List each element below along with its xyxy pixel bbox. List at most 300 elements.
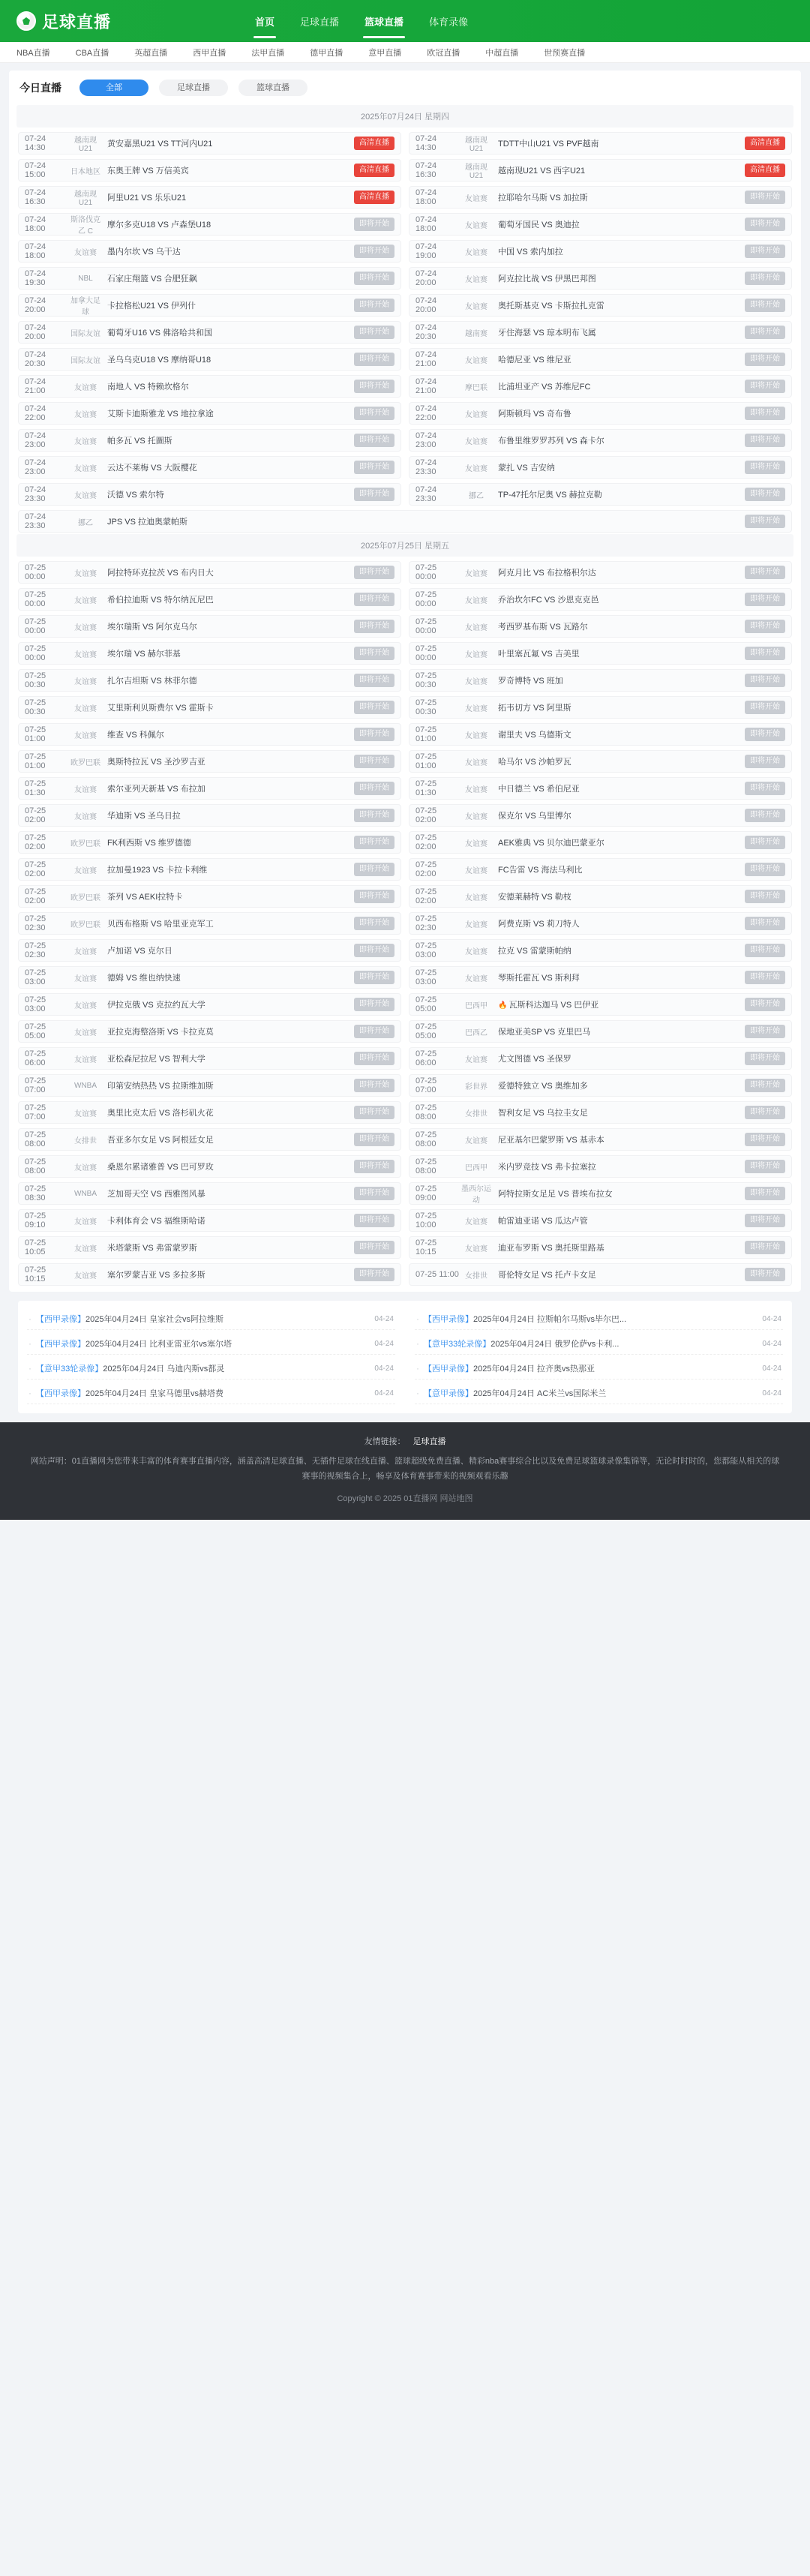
match-teams [494, 1187, 740, 1199]
upcoming-button[interactable]: 即将开始 [745, 272, 785, 285]
match-row[interactable] [409, 750, 792, 773]
upcoming-button[interactable]: 即将开始 [354, 1079, 394, 1092]
list-item[interactable] [415, 1308, 783, 1330]
match-row[interactable] [409, 348, 792, 371]
match-row[interactable] [409, 912, 792, 935]
bullet-icon: · [28, 1314, 32, 1324]
match-teams-text: 卢加诺 VS 克尔日 [107, 947, 172, 956]
match-row[interactable] [409, 696, 792, 719]
match-teams-text: 阿克拉比战 VS 伊黑巴邦图 [498, 275, 596, 284]
match-time: 07-25 05:00 [416, 1022, 437, 1040]
upcoming-button[interactable]: 即将开始 [745, 998, 785, 1011]
match-teams [494, 863, 740, 875]
match-league: 日本地区 [70, 167, 100, 176]
match-row[interactable] [409, 615, 792, 638]
match-teams [494, 353, 740, 365]
match-time: 07-25 10:15 [416, 1238, 437, 1256]
match-row[interactable] [409, 186, 792, 209]
match-teams-text: 拓韦切方 VS 阿里斯 [498, 704, 572, 713]
match-row[interactable] [409, 669, 792, 692]
upcoming-button[interactable]: 即将开始 [745, 299, 785, 312]
upcoming-button[interactable]: 即将开始 [745, 380, 785, 393]
subnav-item-seriea[interactable]: 意甲直播 [368, 48, 402, 58]
match-row[interactable] [18, 267, 401, 290]
match-teams [494, 380, 740, 392]
news-tag: 【西甲录像】 [36, 1389, 86, 1398]
match-row[interactable] [18, 858, 401, 881]
match-row[interactable] [18, 456, 401, 479]
match-league: 友谊赛 [74, 248, 97, 257]
upcoming-button[interactable]: 即将开始 [745, 434, 785, 447]
watch-live-button[interactable]: 高清直播 [354, 191, 394, 204]
match-row[interactable] [18, 804, 401, 827]
match-row[interactable] [409, 1236, 792, 1259]
upcoming-button[interactable]: 即将开始 [354, 1241, 394, 1254]
match-teams-text: 保地亚美SP VS 克里巴马 [498, 1028, 591, 1037]
match-row[interactable] [409, 213, 792, 236]
subnav-item-wcq[interactable]: 世预赛直播 [544, 48, 586, 58]
upcoming-button[interactable]: 即将开始 [745, 353, 785, 366]
news-tag: 【西甲录像】 [36, 1315, 86, 1324]
upcoming-button[interactable]: 即将开始 [745, 890, 785, 903]
match-row[interactable] [409, 993, 792, 1016]
list-item[interactable] [415, 1358, 783, 1380]
upcoming-button[interactable]: 即将开始 [745, 1187, 785, 1200]
upcoming-button[interactable]: 即将开始 [354, 245, 394, 258]
upcoming-button[interactable]: 即将开始 [354, 971, 394, 984]
upcoming-button[interactable]: 即将开始 [745, 1079, 785, 1092]
upcoming-button[interactable]: 即将开始 [354, 728, 394, 741]
match-row[interactable] [18, 240, 401, 263]
watch-live-button[interactable]: 高清直播 [745, 164, 785, 177]
upcoming-button[interactable]: 即将开始 [354, 566, 394, 579]
match-row[interactable] [18, 348, 401, 371]
match-time: 07-25 08:00 [416, 1130, 437, 1148]
upcoming-button[interactable]: 即将开始 [745, 1268, 785, 1281]
upcoming-button[interactable]: 即将开始 [354, 488, 394, 501]
upcoming-button[interactable]: 即将开始 [745, 728, 785, 741]
match-time: 07-25 01:00 [25, 725, 46, 743]
upcoming-button[interactable]: 即将开始 [354, 218, 394, 231]
match-row[interactable] [409, 267, 792, 290]
match-league: 友谊赛 [74, 1244, 97, 1253]
match-row[interactable] [409, 321, 792, 344]
upcoming-button[interactable]: 即将开始 [354, 461, 394, 474]
upcoming-button[interactable]: 即将开始 [354, 917, 394, 930]
match-row[interactable] [18, 1209, 401, 1232]
nav-item-basketball[interactable]: 篮球直播 [363, 11, 405, 32]
match-row[interactable] [18, 375, 401, 398]
match-row[interactable] [18, 1236, 401, 1259]
news-text: 2025年04月24日 皇家社会vs阿拉维斯 [86, 1315, 224, 1324]
bullet-icon: · [28, 1338, 32, 1349]
match-row[interactable] [409, 1209, 792, 1232]
upcoming-button[interactable]: 即将开始 [745, 191, 785, 204]
date-divider: 2025年07月24日 星期四 [16, 105, 794, 128]
upcoming-button[interactable]: 即将开始 [745, 461, 785, 474]
match-teams-text: 东奥王牌 VS 万信美宾 [107, 167, 189, 176]
match-row[interactable] [409, 858, 792, 881]
filter-group [80, 80, 308, 96]
list-item[interactable] [415, 1383, 783, 1404]
match-row[interactable] [18, 669, 401, 692]
subnav-item-ligue1[interactable]: 法甲直播 [251, 48, 285, 58]
match-teams-text: 圣乌乌克U18 VS 摩纳哥U18 [107, 356, 212, 365]
upcoming-button[interactable]: 即将开始 [745, 1160, 785, 1173]
upcoming-button[interactable]: 即将开始 [745, 647, 785, 660]
upcoming-button[interactable]: 即将开始 [354, 1106, 394, 1119]
match-row[interactable] [18, 831, 401, 854]
match-teams-text: 保克尔 VS 乌里博尔 [498, 812, 572, 821]
match-row[interactable] [409, 1020, 792, 1043]
match-time: 07-25 00:00 [416, 617, 437, 635]
upcoming-button[interactable]: 即将开始 [745, 782, 785, 795]
match-teams-text: 越南现U21 VS 西字U21 [498, 167, 586, 176]
match-teams [494, 647, 740, 659]
match-row[interactable] [18, 642, 401, 665]
upcoming-button[interactable]: 即将开始 [745, 809, 785, 822]
upcoming-button[interactable]: 即将开始 [745, 1241, 785, 1254]
upcoming-button[interactable]: 即将开始 [354, 272, 394, 285]
news-title [424, 1362, 756, 1374]
match-teams-text: 埃尔瑞 VS 赫尔菲基 [107, 650, 181, 659]
match-time: 07-25 02:00 [416, 833, 437, 851]
match-league: 友谊赛 [74, 947, 97, 956]
match-league: 女排世 [74, 1136, 97, 1145]
match-row[interactable] [18, 321, 401, 344]
match-league: 友谊赛 [74, 569, 97, 578]
match-row[interactable] [409, 1047, 792, 1070]
match-time: 07-25 03:00 [25, 968, 46, 986]
match-row[interactable] [18, 885, 401, 908]
match-teams-text: TDTT中山U21 VS PVF越南 [498, 140, 599, 149]
subnav-item-nba[interactable]: NBA直播 [16, 48, 50, 58]
match-time: 07-25 08:00 [25, 1130, 46, 1148]
watch-live-button[interactable]: 高清直播 [354, 164, 394, 177]
upcoming-button[interactable]: 即将开始 [745, 944, 785, 957]
news-title [36, 1387, 368, 1399]
match-row[interactable] [18, 777, 401, 800]
footer-disclaimer: 网站声明：01直播网为您带来丰富的体育赛事直播内容，涵盖高清足球直播、无插件足球在线直播、篮球超级免费直播、精彩nba赛事综合比以及免费足球篮球录像集锦等，无论时时时的，您都能从相关的球赛事的视频集合上，畅享及体育赛事带来的视频观看乐趣 [30, 1457, 780, 1481]
match-teams-text: FC告雷 VS 海法马利比 [498, 866, 583, 875]
match-teams [494, 407, 740, 419]
match-league: 友谊赛 [74, 623, 97, 632]
subnav-item-epl[interactable]: 英超直播 [134, 48, 168, 58]
upcoming-button[interactable]: 即将开始 [354, 620, 394, 633]
upcoming-button[interactable]: 即将开始 [745, 836, 785, 849]
upcoming-button[interactable]: 即将开始 [354, 407, 394, 420]
upcoming-button[interactable]: 即将开始 [354, 353, 394, 366]
match-teams-text: 黄安嘉黑U21 VS TT河内U21 [107, 140, 213, 149]
news-date: 04-24 [762, 1389, 782, 1398]
match-row[interactable] [18, 213, 401, 236]
match-time: 07-25 00:00 [25, 644, 46, 662]
match-row[interactable] [409, 456, 792, 479]
upcoming-button[interactable]: 即将开始 [745, 701, 785, 714]
match-teams-text: 尤文图德 VS 圣保罗 [498, 1055, 572, 1064]
match-row[interactable] [18, 483, 401, 506]
upcoming-button[interactable]: 即将开始 [745, 1025, 785, 1038]
news-tag: 【意甲33轮录像】 [36, 1365, 104, 1374]
match-time: 07-24 23:30 [416, 458, 437, 476]
upcoming-button[interactable]: 即将开始 [745, 515, 785, 528]
match-league: 越南现U21 [74, 137, 97, 153]
upcoming-button[interactable]: 即将开始 [354, 1025, 394, 1038]
upcoming-button[interactable]: 即将开始 [354, 674, 394, 687]
match-league: 友谊赛 [465, 866, 488, 875]
match-row[interactable] [18, 1128, 401, 1151]
match-time: 07-25 02:30 [416, 914, 437, 932]
match-teams [103, 566, 350, 578]
upcoming-button[interactable]: 即将开始 [354, 863, 394, 876]
match-teams-text: 哈德尼亚 VS 维尼亚 [498, 356, 572, 365]
upcoming-button[interactable]: 即将开始 [745, 755, 785, 768]
match-row[interactable] [18, 1263, 401, 1286]
match-league: 越南现U21 [465, 164, 488, 180]
match-row[interactable] [409, 642, 792, 665]
news-date: 04-24 [374, 1339, 394, 1348]
match-teams [494, 890, 740, 902]
match-row[interactable] [409, 294, 792, 317]
upcoming-button[interactable]: 即将开始 [354, 1052, 394, 1065]
match-row[interactable] [18, 1074, 401, 1097]
watch-live-button[interactable]: 高清直播 [745, 137, 785, 150]
match-time: 07-24 21:00 [416, 350, 437, 368]
bullet-icon: · [416, 1314, 419, 1324]
match-league: 友谊赛 [465, 785, 488, 794]
match-row[interactable] [409, 1155, 792, 1178]
match-time: 07-24 23:00 [25, 458, 46, 476]
match-league: 巴西甲 [465, 1163, 488, 1172]
match-row[interactable] [18, 966, 401, 989]
match-row[interactable] [18, 1182, 401, 1205]
match-time: 07-25 08:00 [416, 1157, 437, 1175]
upcoming-button[interactable]: 即将开始 [354, 809, 394, 822]
match-teams-text: 琴斯托霍瓦 VS 斯利拜 [498, 974, 580, 983]
match-league: 友谊赛 [74, 866, 97, 875]
match-time: 07-25 00:30 [416, 698, 437, 716]
match-row[interactable] [409, 483, 792, 506]
filter-basketball[interactable]: 篮球直播 [238, 80, 308, 96]
match-row[interactable] [18, 615, 401, 638]
match-row[interactable] [18, 159, 401, 182]
match-teams [494, 971, 740, 983]
match-teams-text: 塞尔罗蒙吉亚 VS 多拉多斯 [107, 1271, 206, 1280]
upcoming-button[interactable]: 即将开始 [745, 1052, 785, 1065]
upcoming-button[interactable]: 即将开始 [745, 245, 785, 258]
upcoming-button[interactable]: 即将开始 [745, 620, 785, 633]
match-teams [103, 1160, 350, 1172]
match-row[interactable] [409, 240, 792, 263]
match-teams-text: 希伯拉迪斯 VS 特尔纳瓦尼巴 [107, 596, 214, 605]
match-row[interactable] [18, 294, 401, 317]
upcoming-button[interactable]: 即将开始 [745, 218, 785, 231]
nav-item-home[interactable]: 首页 [254, 11, 276, 32]
match-row[interactable] [18, 186, 401, 209]
upcoming-button[interactable]: 即将开始 [745, 488, 785, 501]
match-row[interactable] [18, 1101, 401, 1124]
match-row[interactable] [18, 429, 401, 452]
match-row[interactable] [409, 939, 792, 962]
bullet-icon: · [416, 1363, 419, 1374]
upcoming-button[interactable]: 即将开始 [745, 1133, 785, 1146]
upcoming-button[interactable]: 即将开始 [354, 1214, 394, 1227]
match-teams-text: 德姆 VS 维也纳快速 [107, 974, 181, 983]
upcoming-button[interactable]: 即将开始 [354, 380, 394, 393]
match-row[interactable] [409, 1263, 792, 1286]
match-teams [494, 1079, 740, 1091]
match-teams [494, 998, 740, 1010]
match-row[interactable] [409, 1101, 792, 1124]
upcoming-button[interactable]: 即将开始 [354, 755, 394, 768]
upcoming-button[interactable]: 即将开始 [354, 1187, 394, 1200]
match-row[interactable] [18, 561, 401, 584]
upcoming-button[interactable]: 即将开始 [354, 890, 394, 903]
subnav-item-cba[interactable]: CBA直播 [75, 48, 110, 58]
match-row[interactable] [409, 429, 792, 452]
match-row[interactable] [409, 777, 792, 800]
match-row[interactable] [18, 402, 401, 425]
upcoming-button[interactable]: 即将开始 [745, 917, 785, 930]
match-time: 07-25 05:00 [416, 995, 437, 1013]
match-row[interactable] [409, 132, 792, 155]
filter-all[interactable]: 全部 [80, 80, 148, 96]
upcoming-button[interactable]: 即将开始 [354, 1160, 394, 1173]
match-time: 07-25 00:30 [416, 671, 437, 689]
subnav-item-bundesliga[interactable]: 德甲直播 [310, 48, 344, 58]
match-league: 友谊赛 [465, 947, 488, 956]
main-nav [254, 11, 470, 32]
match-teams [103, 1241, 350, 1253]
match-row[interactable] [18, 510, 792, 533]
match-row[interactable] [18, 696, 401, 719]
upcoming-button[interactable]: 即将开始 [354, 326, 394, 339]
match-row[interactable] [18, 1020, 401, 1043]
match-time: 07-24 22:00 [25, 404, 46, 422]
upcoming-button[interactable]: 即将开始 [354, 701, 394, 714]
list-item[interactable] [27, 1358, 395, 1380]
upcoming-button[interactable]: 即将开始 [354, 944, 394, 957]
news-date: 04-24 [374, 1389, 394, 1398]
match-teams [103, 782, 350, 794]
match-teams [494, 272, 740, 284]
upcoming-button[interactable]: 即将开始 [745, 593, 785, 606]
match-teams-text: 南地人 VS 特赖坎格尔 [107, 383, 189, 392]
match-league: 友谊赛 [465, 1055, 488, 1064]
upcoming-button[interactable]: 即将开始 [745, 566, 785, 579]
list-item[interactable] [27, 1333, 395, 1355]
upcoming-button[interactable]: 即将开始 [354, 299, 394, 312]
match-row[interactable] [409, 885, 792, 908]
match-league: 越南赛 [465, 329, 488, 338]
match-league: 友谊赛 [74, 1271, 97, 1280]
match-league: 斯洛伐克乙 C [70, 216, 100, 236]
list-item[interactable] [415, 1333, 783, 1355]
match-teams [103, 647, 350, 659]
match-row[interactable] [409, 402, 792, 425]
site-logo[interactable] [16, 10, 111, 33]
news-title [424, 1387, 756, 1399]
upcoming-button[interactable]: 即将开始 [745, 863, 785, 876]
match-teams-text: 拉加曼1923 VS 卡拉卡利维 [107, 866, 208, 875]
match-league: 友谊赛 [465, 194, 488, 203]
upcoming-button[interactable]: 即将开始 [354, 998, 394, 1011]
match-row[interactable] [18, 750, 401, 773]
upcoming-button[interactable]: 即将开始 [745, 407, 785, 420]
upcoming-button[interactable]: 即将开始 [354, 647, 394, 660]
match-time: 07-25 01:00 [416, 725, 437, 743]
match-teams [103, 488, 350, 500]
list-item[interactable] [27, 1308, 395, 1330]
match-teams-text: 奥里比克太后 VS 洛杉矶火花 [107, 1109, 214, 1118]
match-row[interactable] [18, 132, 401, 155]
match-teams [103, 917, 350, 929]
filter-football[interactable]: 足球直播 [159, 80, 228, 96]
upcoming-button[interactable]: 即将开始 [354, 1268, 394, 1281]
news-text: 2025年04月24日 拉齐奥vs热那亚 [473, 1365, 595, 1374]
subnav-item-csl[interactable]: 中超直播 [485, 48, 519, 58]
upcoming-button[interactable]: 即将开始 [354, 434, 394, 447]
upcoming-button[interactable]: 即将开始 [745, 971, 785, 984]
match-teams-text: 墨内尔坎 VS 乌干达 [107, 248, 181, 257]
upcoming-button[interactable]: 即将开始 [745, 326, 785, 339]
match-row[interactable] [409, 375, 792, 398]
match-teams-text: 卡利体育会 VS 福维斯哈诺 [107, 1217, 206, 1226]
match-row[interactable] [409, 1182, 792, 1205]
upcoming-button[interactable]: 即将开始 [354, 836, 394, 849]
match-row[interactable] [409, 804, 792, 827]
match-row[interactable] [18, 1047, 401, 1070]
match-time: 07-25 06:00 [25, 1049, 46, 1067]
upcoming-button[interactable]: 即将开始 [354, 593, 394, 606]
date-divider: 2025年07月25日 星期五 [16, 534, 794, 557]
nav-item-football[interactable]: 足球直播 [300, 16, 340, 28]
subnav-item-laliga[interactable]: 西甲直播 [193, 48, 226, 58]
subnav-item-ucl[interactable]: 欧冠直播 [427, 48, 460, 58]
match-teams [494, 917, 740, 929]
match-teams-text: 米塔蒙斯 VS 弗雷蒙罗斯 [107, 1244, 197, 1253]
match-row[interactable] [18, 1155, 401, 1178]
match-row[interactable] [409, 831, 792, 854]
match-row[interactable] [18, 588, 401, 611]
match-league: 友谊赛 [465, 974, 488, 983]
match-row[interactable] [18, 723, 401, 746]
match-time: 07-24 20:30 [25, 350, 46, 368]
upcoming-button[interactable]: 即将开始 [354, 1133, 394, 1146]
list-item[interactable] [27, 1383, 395, 1404]
match-row[interactable] [409, 1128, 792, 1151]
watch-live-button[interactable]: 高清直播 [354, 137, 394, 150]
upcoming-button[interactable]: 即将开始 [745, 1214, 785, 1227]
match-row[interactable] [409, 723, 792, 746]
friend-link-item[interactable]: 足球直播 [412, 1437, 446, 1446]
match-time: 07-25 08:30 [25, 1184, 46, 1202]
match-row[interactable] [409, 588, 792, 611]
match-row[interactable] [18, 993, 401, 1016]
match-league: 友谊赛 [74, 464, 97, 473]
match-row[interactable] [18, 912, 401, 935]
match-row[interactable] [409, 561, 792, 584]
nav-item-replays[interactable]: 体育录像 [429, 16, 469, 28]
match-row[interactable] [409, 966, 792, 989]
match-row[interactable] [409, 159, 792, 182]
match-time: 07-24 23:30 [25, 512, 46, 530]
upcoming-button[interactable]: 即将开始 [745, 674, 785, 687]
match-row[interactable] [409, 1074, 792, 1097]
match-row[interactable] [18, 939, 401, 962]
upcoming-button[interactable]: 即将开始 [745, 1106, 785, 1119]
upcoming-button[interactable]: 即将开始 [354, 782, 394, 795]
